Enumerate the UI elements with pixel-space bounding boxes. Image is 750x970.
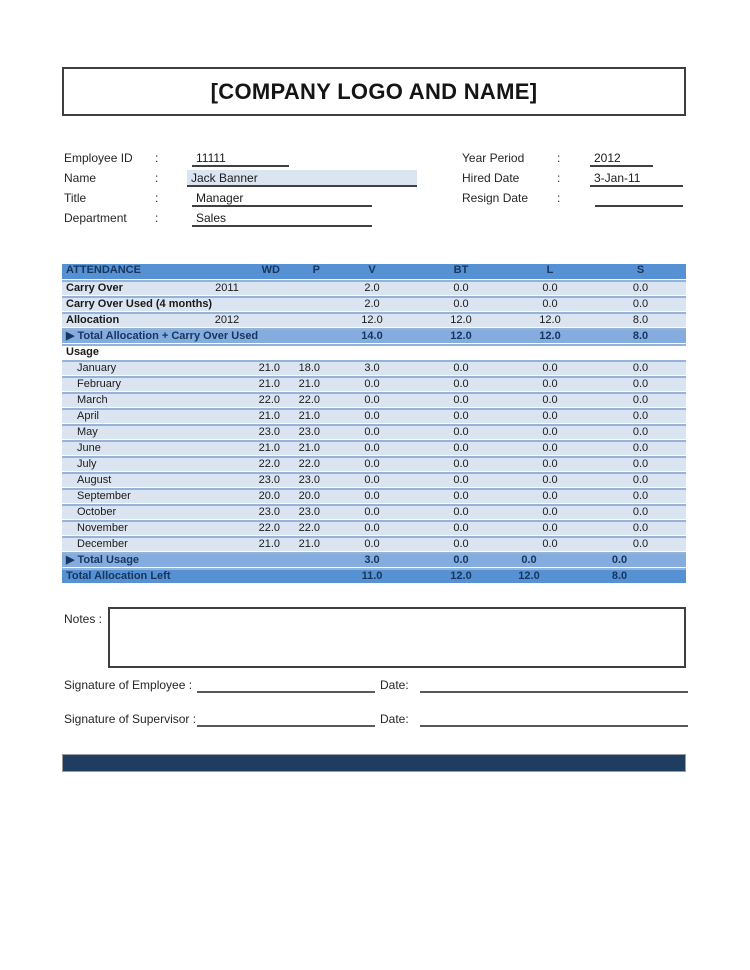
cell-october-p[interactable]: 23.0 <box>298 506 320 518</box>
col-header-s: S <box>636 264 645 276</box>
table-row-total-allocation-left <box>62 568 686 584</box>
signature-employee-line[interactable] <box>197 677 375 693</box>
cell-total-allocation-left-l: 12.0 <box>518 570 540 582</box>
cell-october-s[interactable]: 0.0 <box>632 506 649 518</box>
cell-october-l[interactable]: 0.0 <box>542 506 558 518</box>
cell-november-s[interactable]: 0.0 <box>632 522 649 534</box>
row-label-usage: Usage <box>66 346 100 358</box>
row-label-january: January <box>77 362 117 374</box>
cell-total-allocation-carry-over-used-bt: 12.0 <box>450 330 472 342</box>
row-label-april: April <box>77 410 100 422</box>
row-label-total-allocation-carry-over-used: ▶ Total Allocation + Carry Over Used <box>66 330 259 342</box>
cell-total-allocation-carry-over-used-l: 12.0 <box>539 330 561 342</box>
table-row-august <box>62 472 686 488</box>
cell-september-year <box>207 490 247 503</box>
year-period-label: Year Period <box>462 151 525 165</box>
cell-august-p[interactable]: 23.0 <box>298 474 320 486</box>
cell-june-p[interactable]: 21.0 <box>298 442 320 454</box>
cell-carry-over-used-v: 2.0 <box>364 298 380 310</box>
cell-march-v[interactable]: 0.0 <box>364 394 380 406</box>
cell-april-l[interactable]: 0.0 <box>542 410 558 422</box>
cell-december-v[interactable]: 0.0 <box>364 538 380 550</box>
table-row-may <box>62 424 686 440</box>
cell-allocation-wd <box>247 314 289 327</box>
cell-january-l[interactable]: 0.0 <box>542 362 558 374</box>
signature-supervisor-label: Signature of Supervisor : <box>64 712 197 726</box>
department-label: Department <box>64 211 127 225</box>
cell-carry-over-used-s: 0.0 <box>632 298 649 310</box>
hired-date-colon: : <box>557 171 561 185</box>
footer-bar <box>62 754 686 772</box>
resign-date-label: Resign Date <box>462 191 529 205</box>
cell-january-wd[interactable]: 21.0 <box>258 362 280 374</box>
cell-allocation-l: 12.0 <box>539 314 561 326</box>
cell-total-usage-l: 0.0 <box>521 554 537 566</box>
row-label-february: February <box>77 378 122 390</box>
table-row-march <box>62 392 686 408</box>
cell-carry-over-used-bt: 0.0 <box>453 298 469 310</box>
cell-january-v[interactable]: 3.0 <box>364 362 380 374</box>
cell-july-l[interactable]: 0.0 <box>542 458 558 470</box>
cell-total-allocation-carry-over-used-v: 14.0 <box>361 330 383 342</box>
cell-november-wd[interactable]: 22.0 <box>258 522 280 534</box>
cell-october-year <box>207 506 247 519</box>
notes-input-box[interactable] <box>108 607 686 668</box>
cell-total-allocation-left-s: 8.0 <box>611 570 628 582</box>
name-row <box>64 169 417 187</box>
signature-supervisor-date-line[interactable] <box>420 711 688 727</box>
table-row-october <box>62 504 686 520</box>
department-colon: : <box>155 211 159 225</box>
cell-february-year <box>207 378 247 391</box>
cell-carry-over-used-year <box>207 298 247 311</box>
cell-march-wd[interactable]: 22.0 <box>258 394 280 406</box>
title-colon: : <box>155 191 159 205</box>
cell-january-bt[interactable]: 0.0 <box>453 362 469 374</box>
cell-september-v[interactable]: 0.0 <box>364 490 380 502</box>
cell-october-bt[interactable]: 0.0 <box>453 506 469 518</box>
table-row-february <box>62 376 686 392</box>
cell-october-v[interactable]: 0.0 <box>364 506 380 518</box>
employee-id-label: Employee ID <box>64 151 133 165</box>
table-row-carry-over <box>62 280 686 296</box>
cell-november-bt[interactable]: 0.0 <box>453 522 469 534</box>
cell-carry-over-s: 0.0 <box>632 282 649 294</box>
table-row-june <box>62 440 686 456</box>
cell-april-v[interactable]: 0.0 <box>364 410 380 422</box>
cell-february-v[interactable]: 0.0 <box>364 378 380 390</box>
title-field[interactable]: Manager <box>192 190 372 207</box>
cell-july-s[interactable]: 0.0 <box>632 458 649 470</box>
name-field[interactable]: Jack Banner <box>187 170 417 187</box>
year-period-row <box>462 149 653 167</box>
signature-employee-label: Signature of Employee : <box>64 678 193 692</box>
cell-august-s[interactable]: 0.0 <box>632 474 649 486</box>
name-label: Name <box>64 171 97 185</box>
table-row-december <box>62 536 686 552</box>
cell-june-bt[interactable]: 0.0 <box>453 442 469 454</box>
row-label-march: March <box>77 394 108 406</box>
title-label: Title <box>64 191 87 205</box>
cell-november-year <box>207 522 247 535</box>
cell-april-wd[interactable]: 21.0 <box>258 410 280 422</box>
table-row-july <box>62 456 686 472</box>
row-label-allocation: Allocation <box>66 314 120 326</box>
cell-august-v[interactable]: 0.0 <box>364 474 380 486</box>
col-header-l: L <box>546 264 554 276</box>
cell-carry-over-year: 2011 <box>215 282 239 294</box>
department-row <box>64 209 372 227</box>
cell-november-v[interactable]: 0.0 <box>364 522 380 534</box>
cell-may-s[interactable]: 0.0 <box>632 426 649 438</box>
employee-id-field[interactable]: 11111 <box>192 150 289 167</box>
table-row-total-allocation-carry-over-used <box>62 328 686 344</box>
cell-july-wd[interactable]: 22.0 <box>258 458 280 470</box>
table-row-allocation <box>62 312 686 328</box>
cell-march-bt[interactable]: 0.0 <box>453 394 469 406</box>
cell-carry-over-used-wd <box>247 298 289 311</box>
table-row-total-usage <box>62 552 686 568</box>
cell-september-s[interactable]: 0.0 <box>632 490 649 502</box>
row-label-carry-over-used: Carry Over Used (4 months) <box>66 298 213 310</box>
department-field[interactable]: Sales <box>192 210 372 227</box>
cell-february-bt[interactable]: 0.0 <box>453 378 469 390</box>
cell-march-s[interactable]: 0.0 <box>632 394 649 406</box>
cell-december-bt[interactable]: 0.0 <box>453 538 469 550</box>
cell-february-l[interactable]: 0.0 <box>542 378 558 390</box>
cell-july-bt[interactable]: 0.0 <box>453 458 469 470</box>
cell-july-p[interactable]: 22.0 <box>298 458 320 470</box>
cell-september-l[interactable]: 0.0 <box>542 490 558 502</box>
table-header-row <box>62 264 686 280</box>
cell-total-allocation-left-v: 11.0 <box>361 570 383 582</box>
title-row <box>64 189 372 207</box>
cell-carry-over-p <box>289 282 327 295</box>
cell-carry-over-v: 2.0 <box>364 282 380 294</box>
signature-employee-date-line[interactable] <box>420 677 688 693</box>
hired-date-label: Hired Date <box>462 171 520 185</box>
employee-id-colon: : <box>155 151 159 165</box>
signature-employee-date-label: Date: <box>380 678 409 692</box>
table-row-usage <box>62 344 686 360</box>
cell-december-l[interactable]: 0.0 <box>542 538 558 550</box>
cell-december-year <box>207 538 247 551</box>
row-label-carry-over: Carry Over <box>66 282 123 294</box>
cell-july-year <box>207 458 247 471</box>
cell-january-s[interactable]: 0.0 <box>632 362 649 374</box>
cell-september-bt[interactable]: 0.0 <box>453 490 469 502</box>
cell-may-l[interactable]: 0.0 <box>542 426 558 438</box>
cell-december-s[interactable]: 0.0 <box>632 538 649 550</box>
row-label-total-allocation-left: Total Allocation Left <box>66 570 171 582</box>
cell-may-p[interactable]: 23.0 <box>298 426 320 438</box>
cell-total-usage-s: 0.0 <box>611 554 628 566</box>
cell-total-allocation-carry-over-used-s: 8.0 <box>632 330 649 342</box>
year-period-field[interactable]: 2012 <box>590 150 653 167</box>
cell-may-year <box>207 426 247 439</box>
cell-april-year <box>207 410 247 423</box>
row-label-september: September <box>77 490 131 502</box>
cell-december-wd[interactable]: 21.0 <box>258 538 280 550</box>
row-label-may: May <box>77 426 98 438</box>
signature-supervisor-line[interactable] <box>197 711 375 727</box>
col-header-attendance: ATTENDANCE <box>66 264 141 276</box>
cell-august-wd[interactable]: 23.0 <box>258 474 280 486</box>
row-label-june: June <box>77 442 101 454</box>
cell-april-bt[interactable]: 0.0 <box>453 410 469 422</box>
cell-carry-over-used-p <box>289 298 327 311</box>
cell-may-bt[interactable]: 0.0 <box>453 426 469 438</box>
hired-date-field[interactable]: 3-Jan-11 <box>590 170 683 187</box>
cell-december-p[interactable]: 21.0 <box>298 538 320 550</box>
row-label-july: July <box>77 458 97 470</box>
cell-may-wd[interactable]: 23.0 <box>258 426 280 438</box>
cell-june-year <box>207 442 247 455</box>
cell-april-s[interactable]: 0.0 <box>632 410 649 422</box>
cell-april-p[interactable]: 21.0 <box>298 410 320 422</box>
cell-august-l[interactable]: 0.0 <box>542 474 558 486</box>
cell-carry-over-wd <box>247 282 289 295</box>
cell-february-p[interactable]: 21.0 <box>298 378 320 390</box>
company-logo-name-box <box>62 67 686 116</box>
cell-allocation-v: 12.0 <box>361 314 383 326</box>
table-row-september <box>62 488 686 504</box>
attendance-table <box>62 264 686 584</box>
cell-total-usage-bt: 0.0 <box>453 554 469 566</box>
company-title: [COMPANY LOGO AND NAME] <box>210 78 538 104</box>
notes-label: Notes : <box>64 612 103 626</box>
col-header-v: V <box>368 264 376 276</box>
cell-carry-over-bt: 0.0 <box>453 282 469 294</box>
cell-january-p[interactable]: 18.0 <box>298 362 320 374</box>
cell-allocation-s: 8.0 <box>632 314 649 326</box>
col-header-p: P <box>312 264 320 276</box>
cell-total-allocation-left-bt: 12.0 <box>450 570 472 582</box>
hired-date-row <box>462 169 683 187</box>
cell-allocation-bt: 12.0 <box>450 314 472 326</box>
cell-carry-over-used-l: 0.0 <box>542 298 558 310</box>
cell-august-bt[interactable]: 0.0 <box>453 474 469 486</box>
resign-date-row <box>462 189 683 207</box>
cell-february-s[interactable]: 0.0 <box>632 378 649 390</box>
cell-june-wd[interactable]: 21.0 <box>258 442 280 454</box>
cell-november-l[interactable]: 0.0 <box>542 522 558 534</box>
col-header-wd: WD <box>261 264 280 276</box>
row-label-december: December <box>77 538 128 550</box>
cell-march-year <box>207 394 247 407</box>
cell-carry-over-l: 0.0 <box>542 282 558 294</box>
cell-november-p[interactable]: 22.0 <box>298 522 320 534</box>
year-period-colon: : <box>557 151 561 165</box>
table-row-november <box>62 520 686 536</box>
cell-march-l[interactable]: 0.0 <box>542 394 558 406</box>
table-row-april <box>62 408 686 424</box>
cell-july-v[interactable]: 0.0 <box>364 458 380 470</box>
resign-date-colon: : <box>557 191 561 205</box>
col-header-bt: BT <box>453 264 469 276</box>
cell-allocation-p <box>289 314 327 327</box>
cell-october-wd[interactable]: 23.0 <box>258 506 280 518</box>
row-label-total-usage: ▶ Total Usage <box>66 554 140 566</box>
row-label-october: October <box>77 506 117 518</box>
cell-september-p[interactable]: 20.0 <box>298 490 320 502</box>
cell-september-wd[interactable]: 20.0 <box>258 490 280 502</box>
table-row-january <box>62 360 686 376</box>
cell-allocation-year: 2012 <box>214 314 240 326</box>
table-row-carry-over-used <box>62 296 686 312</box>
cell-total-usage-v: 3.0 <box>364 554 380 566</box>
cell-march-p[interactable]: 22.0 <box>298 394 320 406</box>
row-label-august: August <box>77 474 112 486</box>
resign-date-field[interactable] <box>595 190 683 207</box>
cell-may-v[interactable]: 0.0 <box>364 426 380 438</box>
cell-january-year <box>207 362 247 375</box>
cell-june-s[interactable]: 0.0 <box>632 442 649 454</box>
row-label-november: November <box>77 522 128 534</box>
signature-supervisor-date-label: Date: <box>380 712 409 726</box>
employee-id-row <box>64 149 289 167</box>
cell-june-v[interactable]: 0.0 <box>364 442 380 454</box>
cell-february-wd[interactable]: 21.0 <box>258 378 280 390</box>
name-colon: : <box>155 171 159 185</box>
cell-august-year <box>207 474 247 487</box>
cell-june-l[interactable]: 0.0 <box>542 442 558 454</box>
